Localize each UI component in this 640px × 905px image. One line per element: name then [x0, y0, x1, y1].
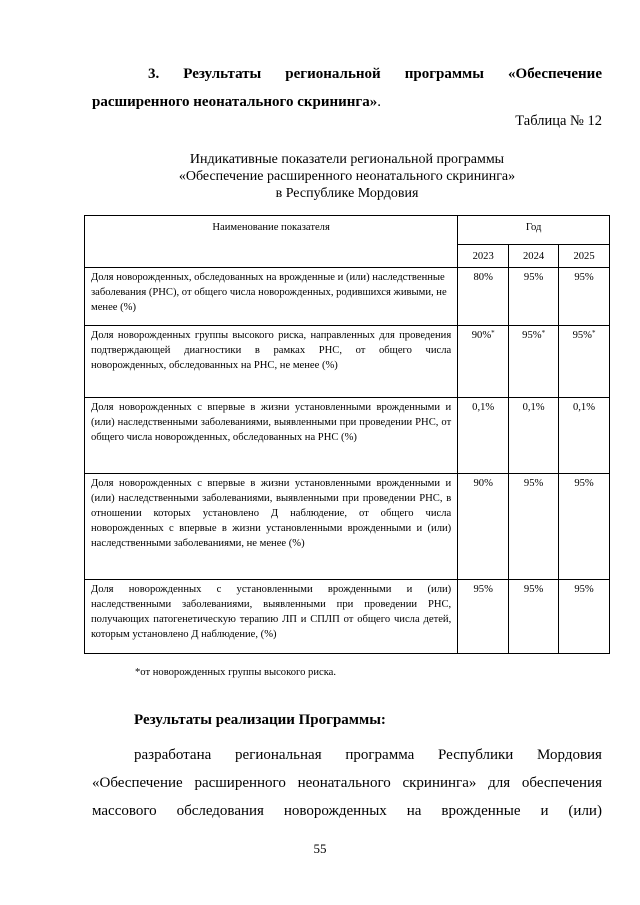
word: для — [488, 775, 511, 791]
section-heading-line-1 — [92, 60, 602, 88]
heading-text: расширенного неонатального скрининга» — [92, 94, 378, 110]
footnote-mark: * — [491, 329, 495, 337]
value-2023: 90% — [458, 474, 509, 580]
indicator-name: Доля новорожденных группы высокого риска, направленных для проведения подтверждающей диагностики в рамках РНС, от общего числа новорожденных, обследованных на РНС, не менее (%) — [85, 326, 458, 398]
caption-line: Индикативные показатели региональной программы — [189, 152, 505, 167]
value-2025: 95% — [559, 580, 610, 654]
results-paragraph — [92, 741, 602, 825]
value-2023: 90%* — [458, 326, 509, 398]
footnote-mark: * — [591, 329, 596, 337]
word: обследования — [176, 803, 264, 819]
table-number: Таблица № 12 — [515, 113, 602, 129]
indicator-name: Доля новорожденных с установленными врожденными и (или) наследственными заболеваниями, выявленными при проведении РНС, получающих патогенетическую терапию ЛП и СПЛП от общего числа детей, которым установлено Д наблюдение, (%) — [85, 580, 458, 654]
word: (или) — [568, 803, 602, 819]
value-2024: 95% — [509, 474, 559, 580]
word: и — [540, 803, 549, 819]
caption-line: в Республике Мордовия — [275, 186, 419, 201]
word: массового — [92, 803, 157, 819]
header-year-2025: 2025 — [559, 245, 610, 268]
section-heading-line-2 — [92, 88, 602, 116]
value-2025: 95% — [559, 474, 610, 580]
value-2023: 0,1% — [458, 398, 509, 474]
table-row — [85, 268, 610, 326]
paragraph-line — [92, 797, 602, 825]
indicator-name: Доля новорожденных с впервые в жизни установленными врожденными и (или) наследственными заболеваниями, выявленными при проведении РНС, от общего числа новорожденных, обследованных на РНС (%) — [85, 398, 458, 474]
value-2023: 80% — [458, 268, 509, 326]
word: на — [406, 803, 422, 819]
word: обеспечения — [521, 775, 602, 791]
heading-word: региональной — [285, 66, 381, 82]
header-year: Год — [458, 216, 610, 245]
heading-word: «Обеспечение — [508, 66, 602, 82]
page-number: 55 — [313, 841, 327, 856]
word: новорожденных — [283, 803, 387, 819]
heading-word: Результаты — [183, 66, 262, 82]
word: Республики — [438, 747, 514, 763]
value-2024: 95% — [509, 580, 559, 654]
word: разработана — [134, 747, 212, 763]
value-2024: 95% — [509, 268, 559, 326]
indicators-table — [84, 215, 610, 654]
footnote-mark: * — [541, 329, 546, 337]
header-year-2024: 2024 — [509, 245, 559, 268]
indicator-name: Доля новорожденных, обследованных на врожденные и (или) наследственные заболевания (РНС), от общего числа новорожденных, родившихся живыми, не менее (%) — [85, 268, 458, 326]
heading-period: . — [377, 94, 381, 110]
word: региональная — [235, 747, 322, 763]
results-heading: Результаты реализации Программы: — [134, 712, 386, 728]
table-caption — [92, 151, 602, 202]
heading-word: программы — [404, 66, 484, 82]
word: врожденные — [441, 803, 521, 819]
table-row — [85, 398, 610, 474]
indicator-name: Доля новорожденных с впервые в жизни установленными врожденными и (или) наследственными заболеваниями, выявленными при проведении РНС, в отношении которых установлено Д наблюдение, от общего числа новорожденных с впервые в жизни установленными врожденными и (или) наследственными заболеваниями, не менее (%) — [85, 474, 458, 580]
word: Мордовия — [537, 747, 602, 763]
value-2024: 95%* — [509, 326, 559, 398]
value-2025: 0,1% — [559, 398, 610, 474]
section-heading — [92, 60, 602, 116]
value-2023: 95% — [458, 580, 509, 654]
paragraph-line — [92, 741, 602, 769]
table-row — [85, 326, 610, 398]
word: скрининга» — [402, 775, 477, 791]
value-2025: 95%* — [559, 326, 610, 398]
table-footnote: *от новорожденных группы высокого риска. — [135, 667, 337, 678]
header-indicator-name: Наименование показателя — [85, 216, 458, 268]
heading-word: 3. — [148, 66, 160, 82]
paragraph-line — [92, 769, 602, 797]
word: расширенного — [194, 775, 286, 791]
caption-line: «Обеспечение расширенного неонатального скрининга» — [178, 169, 516, 184]
value-2024: 0,1% — [509, 398, 559, 474]
table-header-row — [85, 216, 610, 245]
table-row — [85, 474, 610, 580]
header-year-2023: 2023 — [458, 245, 509, 268]
word: программа — [345, 747, 415, 763]
value-2025: 95% — [559, 268, 610, 326]
table-row — [85, 580, 610, 654]
word: «Обеспечение — [92, 775, 183, 791]
word: неонатального — [297, 775, 391, 791]
